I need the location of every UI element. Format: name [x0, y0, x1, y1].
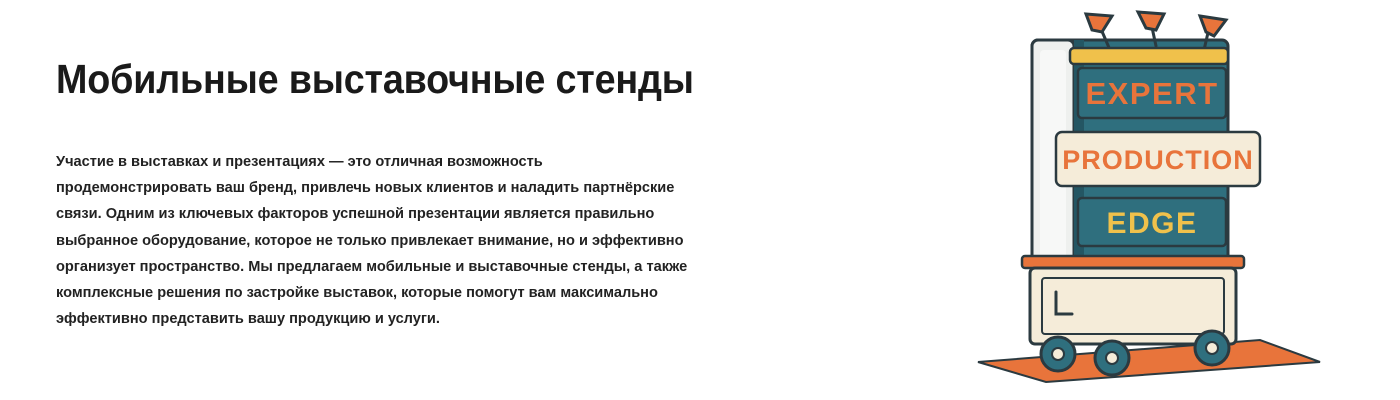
sign-expert	[1078, 68, 1226, 118]
stand-lights	[1086, 12, 1226, 50]
floor-platform	[978, 340, 1320, 382]
svg-text:PRODUCTION: PRODUCTION	[1062, 145, 1254, 175]
svg-text:EDGE: EDGE	[1106, 207, 1198, 240]
page-title: Мобильные выставочные стенды	[56, 56, 694, 102]
exhibition-stand-illustration	[960, 10, 1340, 390]
body-paragraph: Участие в выставках и презентациях — это отличная возможность продемонстрировать ваш бренд, привлечь новых клиентов и наладить партнёрские связи. Одним из ключевых факторов успешной презентации является правильно выбранное оборудование, которое не только привлекает внимание, но и эффективно организует пространство. Мы предлагаем мобильные и выставочные стенды, а также комплексные решения по застройке выставок, которые помогут вам максимально эффективно представить вашу продукцию и услуги.	[56, 153, 688, 327]
svg-text:EXPERT: EXPERT	[1085, 76, 1219, 111]
text-column	[56, 56, 756, 332]
sign-edge	[1078, 198, 1226, 246]
sign-production	[1056, 132, 1260, 186]
stand-header-bar	[1070, 48, 1228, 64]
